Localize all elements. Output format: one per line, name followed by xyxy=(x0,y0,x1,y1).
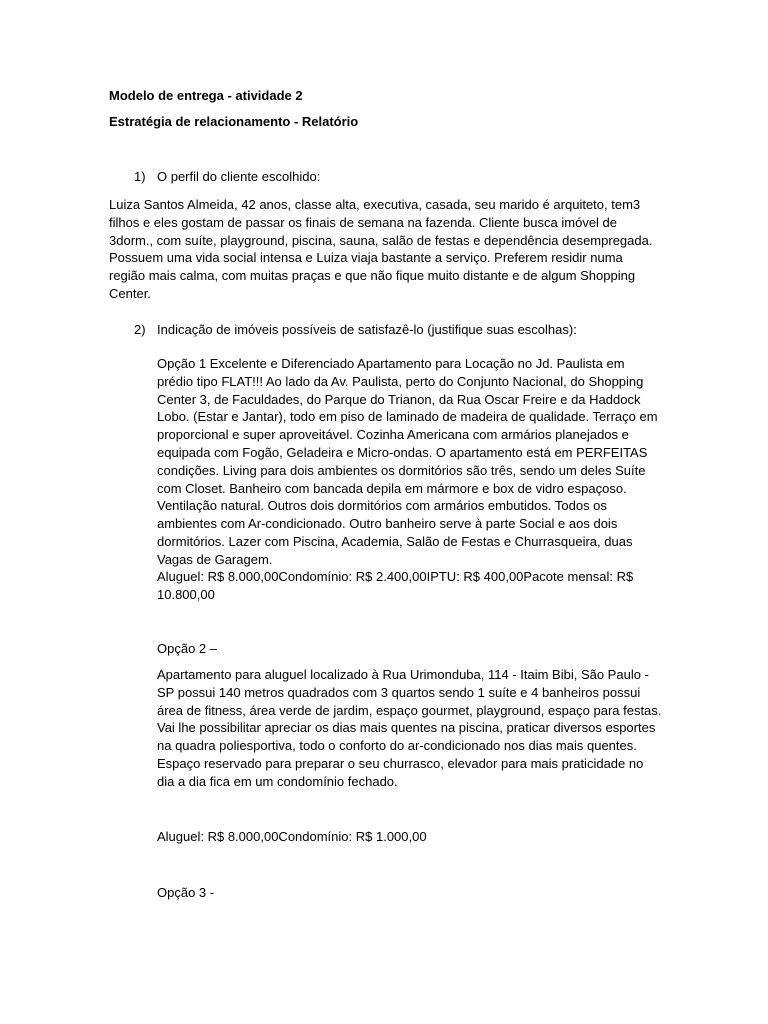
option-3-heading: Opção 3 - xyxy=(157,885,215,900)
option-2-description: Apartamento para aluguel localizado à Rua Urimonduba, 114 - Itaim Bibi, São Paulo - SP possui 140 metros quadrados com 3 quartos sendo 1 suíte e 4 banheiros possui área de fitness, área verde de jardim, espaço gourmet, playground, espaço para festas. Vai lhe possibilitar apreciar os dias mais quentes na piscina, praticar diversos esportes na quadra poliesportiva, todo o conforto do ar-condicionado nos dias mais quentes. Espaço reservado para preparar o seu churrasco, elevador para mais praticidade no dia a dia fica em um condomínio fechado. xyxy=(157,667,662,789)
document-subtitle: Estratégia de relacionamento - Relatório xyxy=(109,114,359,129)
section-2-number: 2) xyxy=(134,322,146,337)
option-2-prices: Aluguel: R$ 8.000,00Condomínio: R$ 1.000,00 xyxy=(157,829,427,844)
option-1-description: Opção 1 Excelente e Diferenciado Apartamento para Locação no Jd. Paulista em prédio tipo FLAT!!! Ao lado da Av. Paulista, perto do Conjunto Nacional, do Shopping Center 3, de Faculdades, do Parque do Trianon, da Rua Oscar Freire e da Haddock Lobo. (Estar e Jantar), todo em piso de laminado de madeira de qualidade. Terraço em proporcional e super aproveitável. Cozinha Americana com armários planejados e equipada com Fogão, Geladeira e Micro-ondas. O apartamento está em PERFEITAS condições. Living para dois ambientes os dormitórios são três, sendo um deles Suíte com Closet. Banheiro com bancada depila em mármore e box de vidro espaçoso. Ventilação natural. Outros dois dormitórios com armários embutidos. Todos os ambientes com Ar-condicionado. Outro banheiro serve à parte Social e aos dois dormitórios. Lazer com Piscina, Academia, Salão de Festas e Churrasqueira, duas Vagas de Garagem. xyxy=(157,356,658,567)
section-1-number: 1) xyxy=(134,169,146,184)
section-2-heading: Indicação de imóveis possíveis de satisfazê-lo (justifique suas escolhas): xyxy=(157,322,577,337)
section-1-body: Luiza Santos Almeida, 42 anos, classe alta, executiva, casada, seu marido é arquiteto, tem3 filhos e eles gostam de passar os finais de semana na fazenda. Cliente busca imóvel de 3dorm., com suíte, playground, piscina, sauna, salão de festas e dependência desempregada. Possuem uma vida social intensa e Luiza viaja bastante a serviço. Preferem residir numa região mais calma, com muitas praças e que não fique muito distante e de algum Shopping Center. xyxy=(109,197,653,301)
option-2-heading: Opção 2 – xyxy=(157,641,217,656)
document-title: Modelo de entrega - atividade 2 xyxy=(109,88,303,103)
option-1-prices: Aluguel: R$ 8.000,00Condomínio: R$ 2.400,00IPTU: R$ 400,00Pacote mensal: R$ 10.800,00 xyxy=(157,569,634,602)
section-1-heading: O perfil do cliente escolhido: xyxy=(157,169,321,184)
